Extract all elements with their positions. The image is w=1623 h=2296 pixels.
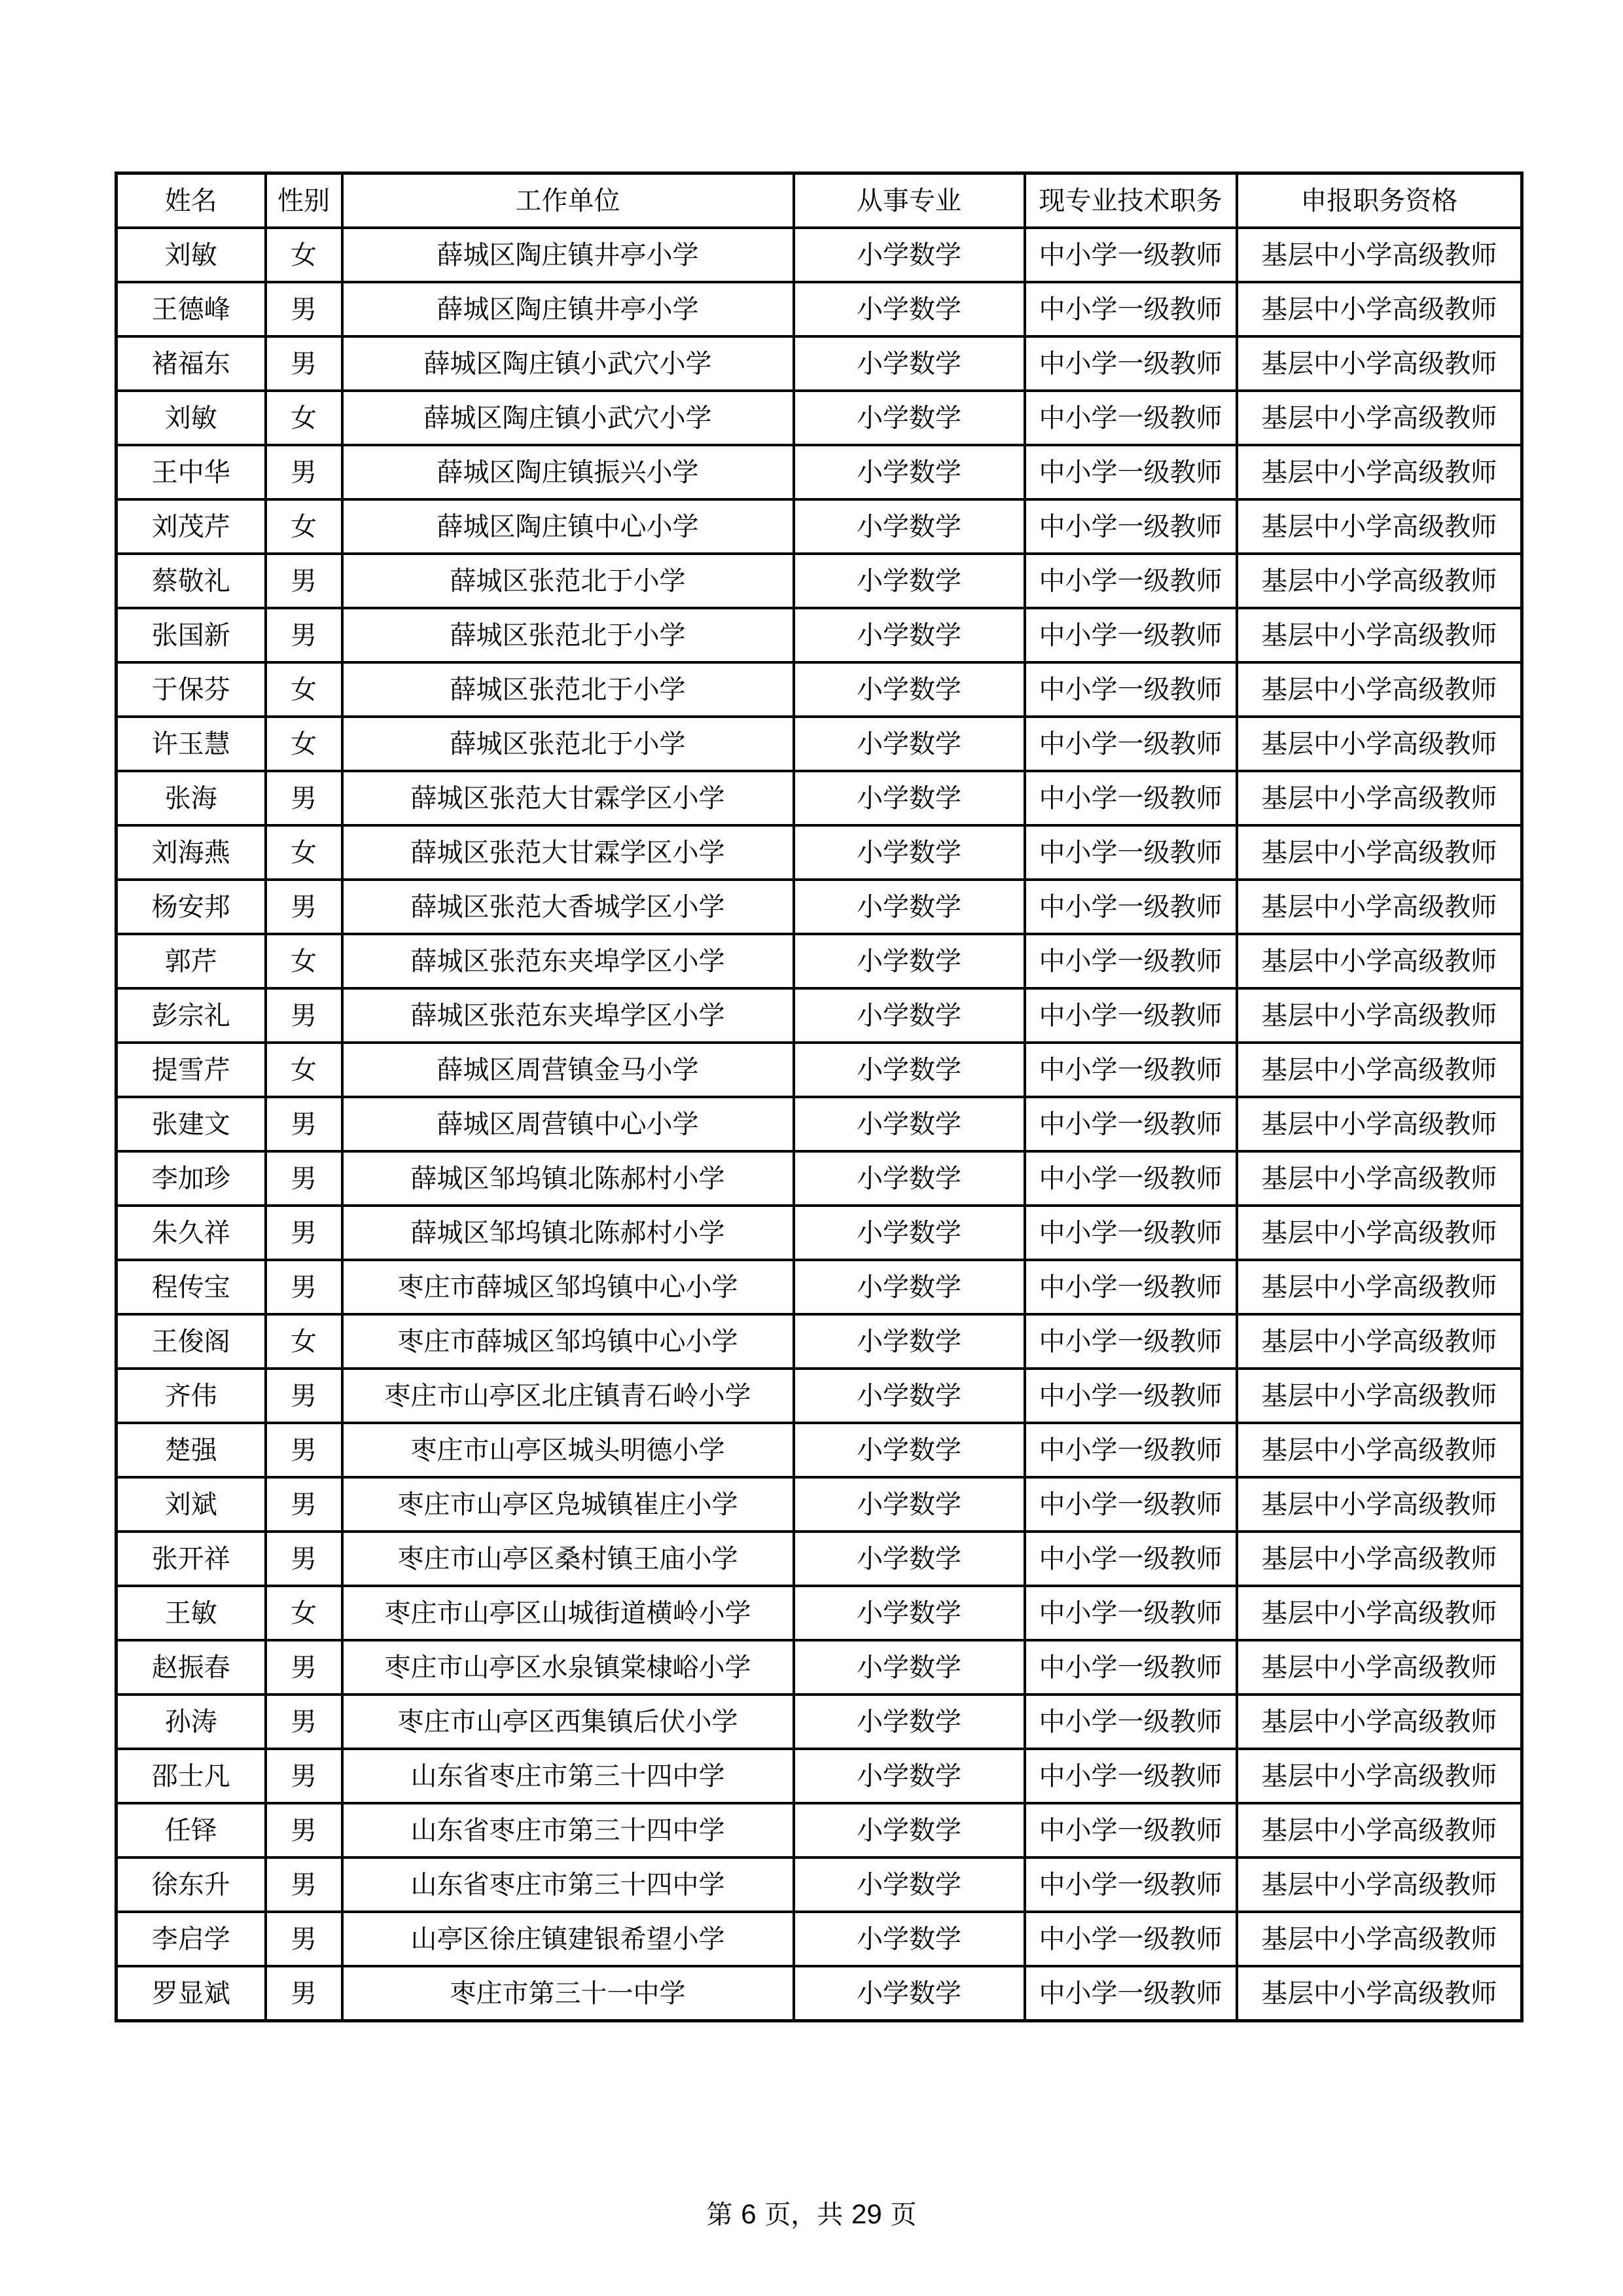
table-row (116, 1912, 1522, 1966)
cell-work-unit: 枣庄市薛城区邹坞镇中心小学 (342, 1314, 794, 1369)
cell-name: 刘斌 (116, 1477, 266, 1532)
cell-major: 小学数学 (794, 1695, 1025, 1749)
cell-work-unit: 山东省枣庄市第三十四中学 (342, 1857, 794, 1912)
cell-work-unit: 薛城区张范东夹埠学区小学 (342, 988, 794, 1043)
cell-gender: 女 (266, 1586, 342, 1640)
footer-prefix: 第 (706, 2200, 733, 2230)
table-row (116, 336, 1522, 391)
table-row (116, 1966, 1522, 2021)
cell-name: 许玉慧 (116, 717, 266, 771)
cell-current-title: 中小学一级教师 (1025, 1749, 1237, 1803)
cell-major: 小学数学 (794, 1532, 1025, 1586)
cell-gender: 男 (266, 1477, 342, 1532)
table-row (116, 1749, 1522, 1803)
cell-work-unit: 薛城区陶庄镇中心小学 (342, 499, 794, 554)
cell-gender: 男 (266, 1966, 342, 2021)
cell-gender: 男 (266, 1097, 342, 1151)
cell-major: 小学数学 (794, 717, 1025, 771)
cell-work-unit: 薛城区陶庄镇井亭小学 (342, 282, 794, 336)
cell-major: 小学数学 (794, 1749, 1025, 1803)
cell-name: 张建文 (116, 1097, 266, 1151)
cell-applied-qualification: 基层中小学高级教师 (1237, 1206, 1522, 1260)
cell-major: 小学数学 (794, 1966, 1025, 2021)
table-row (116, 825, 1522, 880)
cell-current-title: 中小学一级教师 (1025, 825, 1237, 880)
cell-name: 于保芬 (116, 662, 266, 717)
table-row (116, 1640, 1522, 1695)
table-row (116, 880, 1522, 934)
cell-gender: 男 (266, 1640, 342, 1695)
cell-name: 王德峰 (116, 282, 266, 336)
cell-current-title: 中小学一级教师 (1025, 1695, 1237, 1749)
cell-applied-qualification: 基层中小学高级教师 (1237, 880, 1522, 934)
cell-work-unit: 山东省枣庄市第三十四中学 (342, 1803, 794, 1857)
cell-major: 小学数学 (794, 1586, 1025, 1640)
cell-work-unit: 薛城区陶庄镇振兴小学 (342, 445, 794, 499)
cell-current-title: 中小学一级教师 (1025, 1043, 1237, 1097)
table-row (116, 608, 1522, 662)
cell-current-title: 中小学一级教师 (1025, 1314, 1237, 1369)
cell-applied-qualification: 基层中小学高级教师 (1237, 1749, 1522, 1803)
cell-work-unit: 薛城区张范大香城学区小学 (342, 880, 794, 934)
cell-name: 朱久祥 (116, 1206, 266, 1260)
current-page-number: 6 (741, 2198, 757, 2229)
cell-current-title: 中小学一级教师 (1025, 1586, 1237, 1640)
cell-work-unit: 薛城区张范北于小学 (342, 662, 794, 717)
cell-current-title: 中小学一级教师 (1025, 717, 1237, 771)
cell-current-title: 中小学一级教师 (1025, 1966, 1237, 2021)
cell-work-unit: 薛城区张范北于小学 (342, 717, 794, 771)
cell-current-title: 中小学一级教师 (1025, 880, 1237, 934)
cell-work-unit: 枣庄市山亭区西集镇后伏小学 (342, 1695, 794, 1749)
table-row (116, 391, 1522, 445)
cell-applied-qualification: 基层中小学高级教师 (1237, 662, 1522, 717)
header-work-unit: 工作单位 (342, 173, 794, 228)
cell-applied-qualification: 基层中小学高级教师 (1237, 771, 1522, 825)
cell-major: 小学数学 (794, 391, 1025, 445)
cell-major: 小学数学 (794, 934, 1025, 988)
cell-gender: 女 (266, 717, 342, 771)
cell-current-title: 中小学一级教师 (1025, 336, 1237, 391)
cell-major: 小学数学 (794, 336, 1025, 391)
table-row (116, 1206, 1522, 1260)
cell-work-unit: 薛城区周营镇中心小学 (342, 1097, 794, 1151)
cell-applied-qualification: 基层中小学高级教师 (1237, 1477, 1522, 1532)
cell-name: 郭芹 (116, 934, 266, 988)
cell-major: 小学数学 (794, 1260, 1025, 1314)
table-row (116, 1477, 1522, 1532)
cell-gender: 男 (266, 1423, 342, 1477)
cell-current-title: 中小学一级教师 (1025, 1260, 1237, 1314)
cell-name: 王俊阁 (116, 1314, 266, 1369)
cell-current-title: 中小学一级教师 (1025, 282, 1237, 336)
cell-name: 罗显斌 (116, 1966, 266, 2021)
table-row (116, 1695, 1522, 1749)
table-row (116, 1803, 1522, 1857)
cell-work-unit: 薛城区张范东夹埠学区小学 (342, 934, 794, 988)
cell-work-unit: 薛城区张范大甘霖学区小学 (342, 771, 794, 825)
total-page-count: 29 (851, 2198, 882, 2229)
cell-gender: 男 (266, 1857, 342, 1912)
cell-major: 小学数学 (794, 1912, 1025, 1966)
cell-gender: 男 (266, 445, 342, 499)
cell-applied-qualification: 基层中小学高级教师 (1237, 934, 1522, 988)
cell-major: 小学数学 (794, 1803, 1025, 1857)
cell-name: 李启学 (116, 1912, 266, 1966)
header-major: 从事专业 (794, 173, 1025, 228)
cell-work-unit: 枣庄市山亭区山城街道横岭小学 (342, 1586, 794, 1640)
cell-name: 李加珍 (116, 1151, 266, 1206)
table-row (116, 1532, 1522, 1586)
cell-work-unit: 枣庄市山亭区凫城镇崔庄小学 (342, 1477, 794, 1532)
cell-gender: 男 (266, 1749, 342, 1803)
cell-current-title: 中小学一级教师 (1025, 1097, 1237, 1151)
cell-applied-qualification: 基层中小学高级教师 (1237, 1695, 1522, 1749)
cell-name: 刘敏 (116, 228, 266, 282)
cell-name: 徐东升 (116, 1857, 266, 1912)
cell-work-unit: 枣庄市山亭区桑村镇王庙小学 (342, 1532, 794, 1586)
table-row (116, 282, 1522, 336)
cell-applied-qualification: 基层中小学高级教师 (1237, 1532, 1522, 1586)
cell-current-title: 中小学一级教师 (1025, 1369, 1237, 1423)
cell-current-title: 中小学一级教师 (1025, 1423, 1237, 1477)
table-row (116, 445, 1522, 499)
cell-current-title: 中小学一级教师 (1025, 1857, 1237, 1912)
cell-current-title: 中小学一级教师 (1025, 1803, 1237, 1857)
cell-applied-qualification: 基层中小学高级教师 (1237, 1912, 1522, 1966)
table-row (116, 934, 1522, 988)
cell-gender: 女 (266, 934, 342, 988)
cell-name: 蔡敬礼 (116, 554, 266, 608)
cell-work-unit: 薛城区邹坞镇北陈郝村小学 (342, 1206, 794, 1260)
cell-current-title: 中小学一级教师 (1025, 1151, 1237, 1206)
cell-current-title: 中小学一级教师 (1025, 1477, 1237, 1532)
cell-name: 杨安邦 (116, 880, 266, 934)
cell-gender: 女 (266, 662, 342, 717)
table-row (116, 1151, 1522, 1206)
cell-name: 赵振春 (116, 1640, 266, 1695)
cell-name: 张海 (116, 771, 266, 825)
table-row (116, 228, 1522, 282)
cell-current-title: 中小学一级教师 (1025, 608, 1237, 662)
cell-work-unit: 薛城区邹坞镇北陈郝村小学 (342, 1151, 794, 1206)
cell-applied-qualification: 基层中小学高级教师 (1237, 1857, 1522, 1912)
table-row (116, 1586, 1522, 1640)
cell-gender: 女 (266, 391, 342, 445)
header-name: 姓名 (116, 173, 266, 228)
cell-applied-qualification: 基层中小学高级教师 (1237, 1640, 1522, 1695)
cell-name: 刘海燕 (116, 825, 266, 880)
cell-current-title: 中小学一级教师 (1025, 228, 1237, 282)
teacher-qualification-table (115, 171, 1524, 2022)
cell-major: 小学数学 (794, 1640, 1025, 1695)
cell-applied-qualification: 基层中小学高级教师 (1237, 1151, 1522, 1206)
cell-name: 刘茂芹 (116, 499, 266, 554)
cell-name: 提雪芹 (116, 1043, 266, 1097)
cell-applied-qualification: 基层中小学高级教师 (1237, 1586, 1522, 1640)
cell-gender: 男 (266, 1532, 342, 1586)
cell-name: 张国新 (116, 608, 266, 662)
cell-name: 彭宗礼 (116, 988, 266, 1043)
cell-work-unit: 薛城区张范北于小学 (342, 554, 794, 608)
cell-name: 王敏 (116, 1586, 266, 1640)
table-row (116, 1097, 1522, 1151)
cell-current-title: 中小学一级教师 (1025, 554, 1237, 608)
cell-applied-qualification: 基层中小学高级教师 (1237, 1043, 1522, 1097)
cell-major: 小学数学 (794, 1423, 1025, 1477)
cell-current-title: 中小学一级教师 (1025, 1206, 1237, 1260)
cell-applied-qualification: 基层中小学高级教师 (1237, 608, 1522, 662)
cell-current-title: 中小学一级教师 (1025, 988, 1237, 1043)
cell-gender: 女 (266, 1314, 342, 1369)
cell-applied-qualification: 基层中小学高级教师 (1237, 554, 1522, 608)
cell-gender: 男 (266, 1369, 342, 1423)
table-row (116, 1423, 1522, 1477)
cell-name: 褚福东 (116, 336, 266, 391)
footer-suffix: 页 (890, 2200, 917, 2230)
cell-gender: 男 (266, 1912, 342, 1966)
cell-gender: 男 (266, 1695, 342, 1749)
cell-applied-qualification: 基层中小学高级教师 (1237, 445, 1522, 499)
cell-name: 程传宝 (116, 1260, 266, 1314)
cell-major: 小学数学 (794, 282, 1025, 336)
cell-name: 刘敏 (116, 391, 266, 445)
cell-name: 孙涛 (116, 1695, 266, 1749)
cell-gender: 男 (266, 988, 342, 1043)
cell-gender: 女 (266, 228, 342, 282)
cell-current-title: 中小学一级教师 (1025, 1912, 1237, 1966)
cell-name: 邵士凡 (116, 1749, 266, 1803)
cell-applied-qualification: 基层中小学高级教师 (1237, 1314, 1522, 1369)
cell-work-unit: 薛城区张范北于小学 (342, 608, 794, 662)
cell-work-unit: 枣庄市山亭区城头明德小学 (342, 1423, 794, 1477)
table-body (116, 228, 1522, 2021)
cell-major: 小学数学 (794, 1043, 1025, 1097)
table-row (116, 1260, 1522, 1314)
cell-applied-qualification: 基层中小学高级教师 (1237, 1369, 1522, 1423)
table-row (116, 1043, 1522, 1097)
cell-major: 小学数学 (794, 1477, 1025, 1532)
cell-major: 小学数学 (794, 825, 1025, 880)
cell-major: 小学数学 (794, 1857, 1025, 1912)
table-row (116, 662, 1522, 717)
header-gender: 性别 (266, 173, 342, 228)
table-header-row (116, 173, 1522, 228)
cell-major: 小学数学 (794, 1369, 1025, 1423)
cell-major: 小学数学 (794, 1151, 1025, 1206)
cell-applied-qualification: 基层中小学高级教师 (1237, 1260, 1522, 1314)
cell-applied-qualification: 基层中小学高级教师 (1237, 717, 1522, 771)
cell-work-unit: 枣庄市山亭区水泉镇棠棣峪小学 (342, 1640, 794, 1695)
cell-gender: 女 (266, 825, 342, 880)
cell-applied-qualification: 基层中小学高级教师 (1237, 825, 1522, 880)
cell-work-unit: 枣庄市第三十一中学 (342, 1966, 794, 2021)
cell-major: 小学数学 (794, 445, 1025, 499)
cell-gender: 男 (266, 880, 342, 934)
cell-applied-qualification: 基层中小学高级教师 (1237, 336, 1522, 391)
table-row (116, 499, 1522, 554)
cell-gender: 男 (266, 1803, 342, 1857)
cell-gender: 男 (266, 1206, 342, 1260)
cell-current-title: 中小学一级教师 (1025, 662, 1237, 717)
cell-applied-qualification: 基层中小学高级教师 (1237, 1097, 1522, 1151)
cell-major: 小学数学 (794, 608, 1025, 662)
cell-major: 小学数学 (794, 1097, 1025, 1151)
table-row (116, 717, 1522, 771)
table-row (116, 1369, 1522, 1423)
cell-current-title: 中小学一级教师 (1025, 771, 1237, 825)
cell-current-title: 中小学一级教师 (1025, 934, 1237, 988)
cell-major: 小学数学 (794, 1314, 1025, 1369)
cell-gender: 女 (266, 1043, 342, 1097)
cell-gender: 女 (266, 499, 342, 554)
cell-work-unit: 薛城区陶庄镇小武穴小学 (342, 391, 794, 445)
cell-major: 小学数学 (794, 880, 1025, 934)
table-row (116, 554, 1522, 608)
cell-major: 小学数学 (794, 771, 1025, 825)
cell-major: 小学数学 (794, 228, 1025, 282)
cell-major: 小学数学 (794, 662, 1025, 717)
cell-gender: 男 (266, 554, 342, 608)
footer-middle: 页，共 (764, 2200, 844, 2230)
cell-gender: 男 (266, 608, 342, 662)
cell-applied-qualification: 基层中小学高级教师 (1237, 1423, 1522, 1477)
cell-applied-qualification: 基层中小学高级教师 (1237, 228, 1522, 282)
cell-name: 齐伟 (116, 1369, 266, 1423)
cell-major: 小学数学 (794, 554, 1025, 608)
cell-major: 小学数学 (794, 499, 1025, 554)
cell-gender: 男 (266, 282, 342, 336)
table-row (116, 988, 1522, 1043)
table-row (116, 771, 1522, 825)
cell-work-unit: 薛城区陶庄镇小武穴小学 (342, 336, 794, 391)
cell-applied-qualification: 基层中小学高级教师 (1237, 1966, 1522, 2021)
cell-name: 王中华 (116, 445, 266, 499)
header-applied-qualification: 申报职务资格 (1237, 173, 1522, 228)
cell-applied-qualification: 基层中小学高级教师 (1237, 499, 1522, 554)
cell-name: 张开祥 (116, 1532, 266, 1586)
cell-name: 楚强 (116, 1423, 266, 1477)
cell-gender: 男 (266, 1260, 342, 1314)
table-row (116, 1314, 1522, 1369)
cell-work-unit: 薛城区张范大甘霖学区小学 (342, 825, 794, 880)
cell-applied-qualification: 基层中小学高级教师 (1237, 988, 1522, 1043)
cell-work-unit: 山东省枣庄市第三十四中学 (342, 1749, 794, 1803)
cell-gender: 男 (266, 1151, 342, 1206)
cell-current-title: 中小学一级教师 (1025, 445, 1237, 499)
cell-current-title: 中小学一级教师 (1025, 1532, 1237, 1586)
cell-current-title: 中小学一级教师 (1025, 391, 1237, 445)
cell-work-unit: 枣庄市山亭区北庄镇青石岭小学 (342, 1369, 794, 1423)
cell-work-unit: 薛城区陶庄镇井亭小学 (342, 228, 794, 282)
cell-applied-qualification: 基层中小学高级教师 (1237, 1803, 1522, 1857)
cell-work-unit: 山亭区徐庄镇建银希望小学 (342, 1912, 794, 1966)
cell-work-unit: 薛城区周营镇金马小学 (342, 1043, 794, 1097)
cell-applied-qualification: 基层中小学高级教师 (1237, 391, 1522, 445)
cell-work-unit: 枣庄市薛城区邹坞镇中心小学 (342, 1260, 794, 1314)
cell-applied-qualification: 基层中小学高级教师 (1237, 282, 1522, 336)
table-row (116, 1857, 1522, 1912)
header-current-title: 现专业技术职务 (1025, 173, 1237, 228)
cell-current-title: 中小学一级教师 (1025, 1640, 1237, 1695)
cell-gender: 男 (266, 336, 342, 391)
cell-major: 小学数学 (794, 988, 1025, 1043)
cell-major: 小学数学 (794, 1206, 1025, 1260)
cell-name: 任铎 (116, 1803, 266, 1857)
page-footer (0, 2194, 1623, 2231)
cell-gender: 男 (266, 771, 342, 825)
cell-current-title: 中小学一级教师 (1025, 499, 1237, 554)
